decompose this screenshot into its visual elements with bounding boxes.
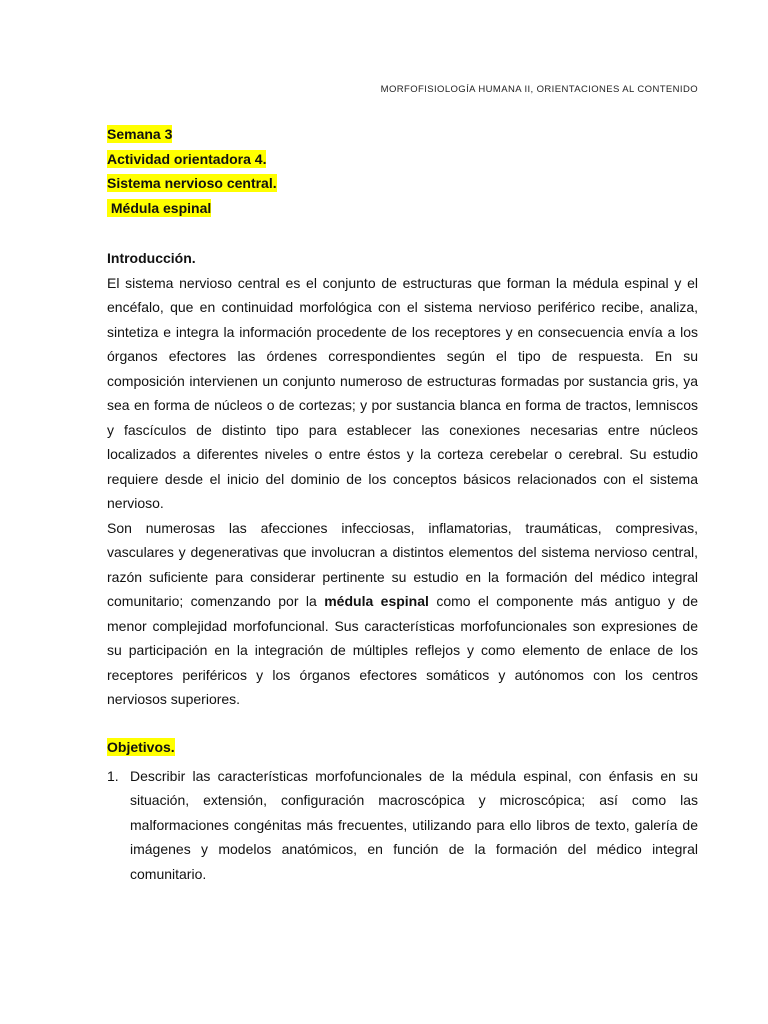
week-heading: Semana 3 [107,126,173,142]
objective-number: 1. [107,767,119,784]
introduction-title: Introducción. [107,250,196,266]
activity-heading: Actividad orientadora 4. [107,150,267,167]
heading-block [107,125,277,223]
introduction-paragraph-2 [107,516,698,712]
running-header: MORFOFISIOLOGÍA HUMANA II, ORIENTACIONES AL CONTENIDO [380,84,698,95]
introduction-paragraph-1: El sistema nervioso central es el conjunto de estructuras que forman la médula espinal y el encéfalo, que en continuidad morfológica con el sistema nervioso periférico recibe, analiza, sintetiza e integra la información procedente de los receptores y en consecuencia envía a los órganos efectores las órdenes correspondientes según el tipo de respuesta. En su composición intervienen un conjunto numeroso de estructuras formadas por sustancia gris, ya sea en forma de núcleos o de cortezas; y por sustancia blanca en forma de tractos, lemniscos y fascículos de distinto tipo para establecer las conexiones necesarias entre núcleos localizados a diferentes niveles o entre éstos y la corteza cerebelar o cerebral. Su estudio requiere desde el inicio del dominio de los conceptos básicos relacionados con el sistema nervioso. [107,274,698,511]
paragraph-2-text-start: Son numerosas las afecciones infecciosas, inflamatorias, traumáticas, compresivas, vasculares y degenerativas que involucran a distintos elementos del sistema nervioso central, razón suficiente para considerar pertinente su estudio en la formación del médico integral comunitario; comenzando por la [107,519,698,609]
paragraph-2-text-end: como el componente más antiguo y de menor complejidad morfofuncional. Sus características morfofuncionales son expresiones de su participación en la integración de múltiples reflejos y como elemento de enlace de los receptores periféricos y los órganos efectores somáticos y autónomos con los centros nerviosos superiores. [107,593,698,707]
paragraph-2-bold-term: médula espinal [324,593,429,609]
objectives-section [107,735,698,886]
system-heading: Sistema nervioso central. [107,175,277,191]
topic-heading: Médula espinal [107,199,212,216]
introduction-section [107,246,698,712]
objective-text: Describir las características morfofuncionales de la médula espinal, con énfasis en su situación, extensión, configuración macroscópica y microscópica; así como las malformaciones congénitas más frecuentes, utilizando para ello libros de texto, galería de imágenes y modelos anatómicos, en función de la formación del médico integral comunitario. [130,767,698,882]
objective-item [107,764,698,887]
objectives-title: Objetivos. [107,739,175,755]
objectives-list [107,764,698,887]
